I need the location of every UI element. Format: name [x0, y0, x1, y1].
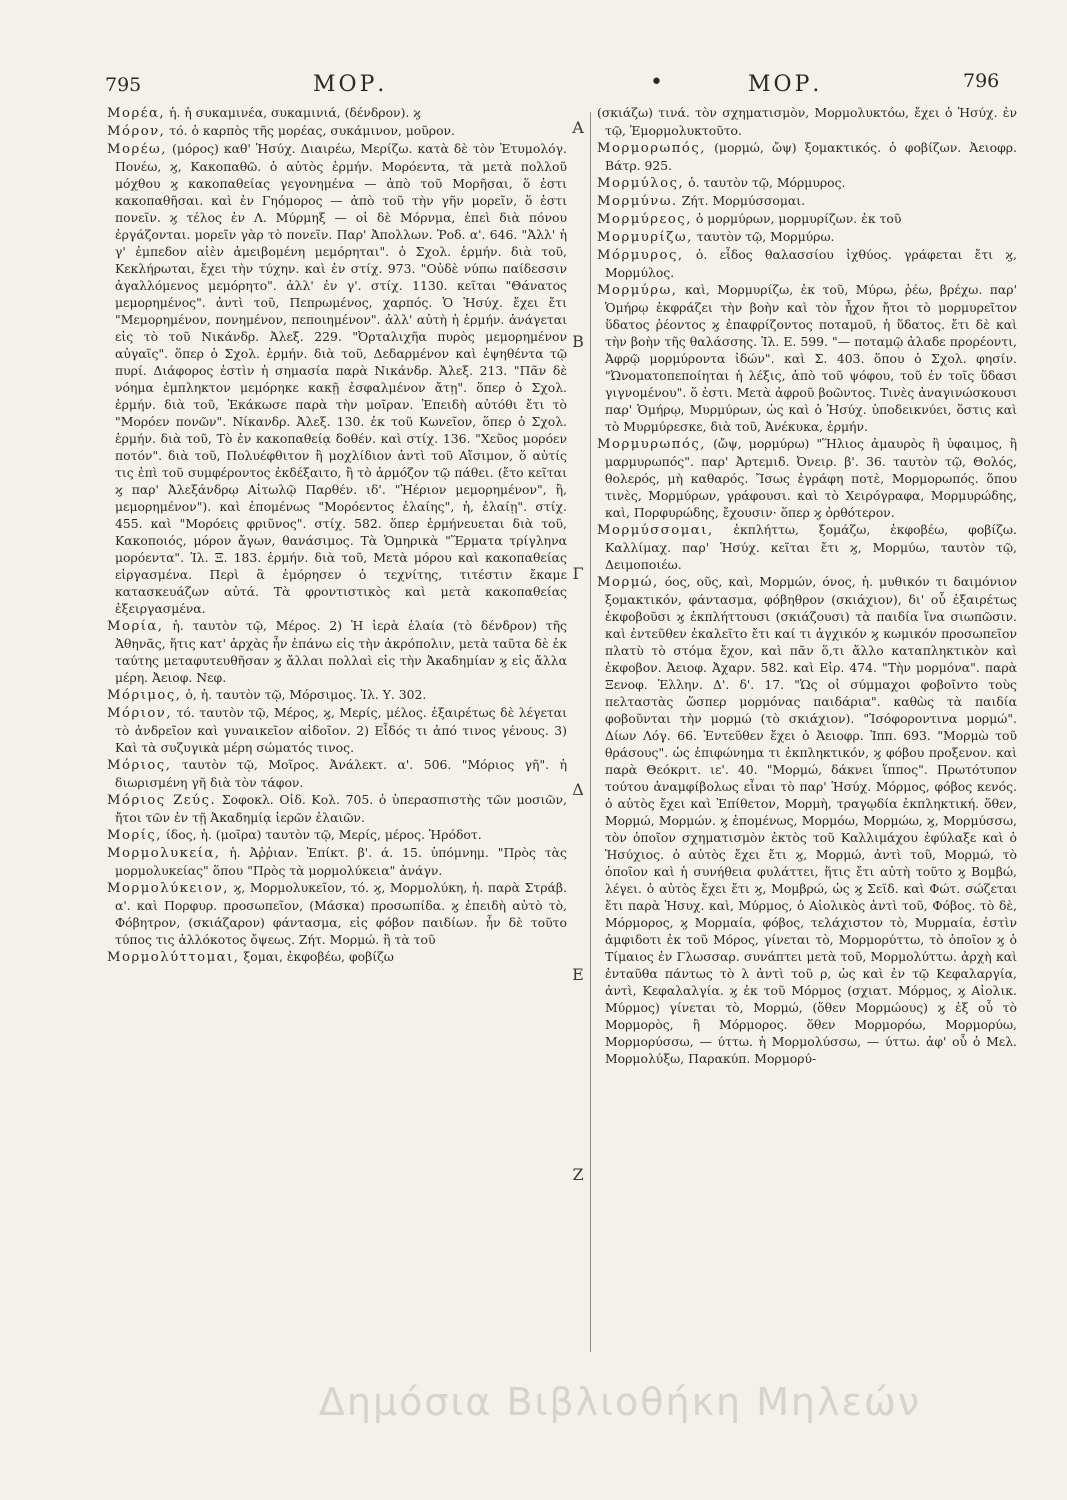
dictionary-entry	[107, 686, 567, 704]
header-ornament: •	[650, 70, 666, 95]
entry-definition: ἐκπλήττω, ξομάζω, ἐκφοβέω, φοβίζω. Καλλίμαχ. παρ' Ἡσύχ. κεῖται ἔτι ϗ, Μορμύω, ταυτὸν τῷ, Δειμοποιέω.	[605, 522, 1017, 572]
dictionary-entry	[597, 174, 1017, 192]
entry-headword: Μορμυρωπός,	[597, 437, 706, 452]
gutter-letter: Ζ	[572, 1165, 584, 1184]
entry-definition: όος, οῦς, καὶ, Μορμών, όνος, ἡ. μυθικόν τι δαιμόνιον ξομακτικόν, φάντασμα, φόβηθρον (σκιάχιον), δι' οὗ ἐξαιρέτως ἐκφοβοῦσι ϗ ἐκπλήττουσι (σκιάζουσι) τὰ παιδία ἵνα σιωπῶσιν. καὶ ἐντεῦθεν ἐκαλεῖτο ἔτι καί τι ἀγχικόν ϗ κωμικόν προσωπεῖον πλατὺ τὸ στόμα ἔχον, καὶ πᾶν ὅ,τι ἄλλο καταπληκτικὸν καὶ ἐκφοβον. Ἀειοφ. Ἀχαρν. 582. καὶ Εἰρ. 474. "Τὴν μορμόνα". παρὰ Ξενοφ. Ἑλλην. Δ'. δ'. 17. "Ὡς οἱ σύμμαχοι φοβοῖντο τοὺς πελταστὰς ὥσπερ μορμόνας παιδάρια". καθὼς τὰ παιδία φοβοῦνται τὴν μορμώ (τὸ σκιάχιον). "Ἰσόφοροντινα μορμώ". Δίων Λόγ. 66. Ἐντεῦθεν ἔχει ὁ Ἀειοφρ. Ἱππ. 693. "Μορμὼ τοῦ θράσους". ὡς ἐπιφώνημα τι ἐκπληκτικόν, ϗ φόβου προξενον. καὶ παρὰ Θεόκριτ. ιε'. 40. "Μορμώ, δάκνει ἵππος". Πρωτότυπον τούτου ἀναμφίβολως εἶναι τὸ παρ' Ἡσύχ. Μόρμος, φόβος κενός. ὁ αὐτὸς ἔχει καὶ Ἐπίθετον, Μορμὴ, τραγῳδία ἐκπληκτική. ὅθεν, Μορμώ, Μορμών. ϗ ἐπομένως, Μορμόω, Μορμώω, ϗ, Μορμύσσω, τὸν ὁποῖον σχηματισμὸν ἐκτὸς τοῦ Καλλιμάχου ἐφύλαξε καὶ ὁ Ἡσύχιος. ὁ αὐτὸς ἔχει ἔτι ϗ, Μορμώ, ἀντὶ τοῦ, Μορμώ, τὸ ὁποῖον καὶ ἡ συνήθεια φυλάττει, ἥτις ἔτι αὐτὴ τοῦτο ϗ Βομβώ, λέγει. ὁ αὐτὸς ἔχει ἔτι ϗ, Μομβρώ, ὡς ϗ Σεϊδ. καὶ Φώτ. σώζεται ἔτι παρὰ Ἡσυχ. καὶ, Μύρμος, ὁ Αἰολικὸς ἀντὶ τοῦ, Φόβος. τὸ δὲ, Μόρμορος, ϗ Μορμαία, φόβος, τελάχιστον τὸ, Μυρμαία, ἐστὶν ἀμφιδοτι ἐκ τοῦ Μόρος, γίνεται τὸ, Μορμορύττω, τὸ ὁποῖον ϗ ὁ Τίμαιος ἐν Γλωσσαρ. συνάπτει μετὰ τοῦ, Μορμολύττω. ἀρχὴ καὶ ἐνταῦθα πάντως τὸ λ ἀντὶ τοῦ ρ, ὡς καὶ ἐν τῷ Κεφαλαργία, ἀντὶ, Κεφαλαλγία. ϗ ἐκ τοῦ Μόρμος (σχιατ. Μόρμος, ϗ Αἰολικ. Μύρμος) γίνεται τὸ, Μορμώ, (ὅθεν Μορμώους) ϗ ἐξ οὗ τὸ Μορμορὸς, ἢ Μόρμορος. ὅθεν Μορμορόω, Μορμορύω, Μορμορύσσω, — ύττω. ἡ Μορμολύσσω, — ύττω. ἀφ' οὗ ὁ Μελ. Μορμολύξω, Παρακύπ. Μορμορύ-	[605, 574, 1017, 1066]
right-column	[597, 104, 1017, 1394]
dictionary-entry	[107, 948, 567, 966]
left-running-head: ΜΟΡ.	[313, 72, 388, 97]
library-watermark: Δημόσια Βιβλιοθήκη Μηλεών	[318, 1380, 922, 1424]
entry-definition: ὁ. ταυτὸν τῷ, Μόρμυρος.	[688, 175, 846, 190]
entry-headword: Μόρον,	[107, 124, 166, 139]
entry-definition: (μόρος) καθ' Ἡσύχ. Διαιρέω, Μερίζω. κατὰ δὲ τὸν Ἐτυμολόγ. Πονέω, ϗ, Κακοπαθῶ. ὁ αὐτὸς ἑρμήν. Μορόεντα, τὰ μετὰ πολλοῦ μόχθου ϗ κακοπαθείας γεγονημένα — ἀπὸ τοῦ Μορῆσαι, ὅ ἐστι κακοπαθῆσαι. καὶ ἐν Γηόμορος — ἀπὸ τοῦ τὴν γῆν μορεῖν, ὅ ἐστι πονεῖν. ϗ τέλος ἐν Λ. Μύρμηξ — οἱ δὲ Μόρνμα, ἐπεὶ διὰ πόνου ἐργάζονται. μορεῖν γὰρ τὸ πονεῖν. Παρ' Ἀπολλων. Ῥοδ. α'. 646. "Ἀλλ' ἡ γ' ἐμπεδον αἰὲν ἀμειβομένη μεμόρηται". ὁ Σχολ. ἑρμήν. διὰ τοῦ, Κεκλήρωται, ἔχει τὴν τύχην. καὶ ἐν στίχ. 973. "Οὐδὲ νύπω παίδεσσιν ἀγαλλόμενος μεμόρητο". ἀλλ' ἐν γ'. στίχ. 1130. κεῖται "Θάνατος μεμορημένος". ἀντὶ τοῦ, Πεπρωμένος, χαρπός. Ὁ Ἡσύχ. ἔχει ἔτι "Μεμορημένον, πονημένον, πεποιημένον". ἀλλ' αὐτὴ ἡ ἑρμήν. ἀνάγεται εἰς τὸ τοῦ Νικάνδρ. Ἀλεξ. 229. "Ὀρταλιχῆα πυρὸς μεμορημένον αὐγαῖς". ὅπερ ὁ Σχολ. ἑρμήν. διὰ τοῦ, Δεδαρμένον καὶ ἐψηθέντα τῷ πυρί. Διάφορος ἐστὶν ἡ σημασία παρὰ Νικάνδρ. Ἀλεξ. 213. "Πᾶν δὲ νόημα ἐμπληκτον μεμόρηκε κακῇ ἐσφαλμένον ἄτῃ". ὅπερ ὁ Σχολ. ἑρμήν. διὰ τοῦ, Ἐκάκωσε παρὰ τὴν μοῖραν. Ἐπειδὴ αὐτόθι ἔτι τὸ "Μορόεν πονῶν". Νίκανδρ. Ἀλεξ. 130. ἐκ τοῦ Κωνεῖον, ὅπερ ὁ Σχολ. ἑρμήν. διὰ τοῦ, Τὸ ἐν κακοπαθείᾳ δοθέν. καὶ στίχ. 136. "Χεῦος μορόεν ποτόν". διὰ τοῦ, Πολυέφθιτον ἢ μοχλίδιον ἀντὶ τοῦ Αἴσιμον, ὅ αὐτίς τις ἐπὶ τοῦ συμφέροντος ἐκδέξαιτο, ἢ τὸ ἁρμόζον τῷ πάθει. (ἔτο κεῖται ϗ παρ' Ἀλεξάνδρῳ Αἰτωλῷ Παρθέν. ιδ'. "Ἠέριον μεμορημένον", ἢ, μεμορημένον"). καὶ ἐπομένως "Μορόεντος ἐλαίης", ἡ, ἐλαίῃ". στίχ. 455. καὶ "Μορόεις φριῦνος". στίχ. 582. ὅπερ ἑρμήνευεται διὰ τοῦ, Κακοποιός, μόρον ἄγων, θανάσιμος. Τὰ Ὁμηρικὰ "Ἕρματα τρίγληνα μορόεντα". Ἰλ. Ξ. 183. ἑρμήν. διὰ τοῦ, Μετὰ μόρου καὶ κακοπαθείας εἰργασμένα. Περὶ ἃ ἐμόρησεν ὁ τεχνίτης, τιτέστιν ἔκαμε κατασκευάζων αὐτά. Τὰ φροντιστικὸς καὶ μετὰ κακοπαθείας ἐξειργασμένα.	[115, 141, 567, 616]
entry-headword: Μόρμυρος,	[597, 248, 684, 263]
entry-headword: Μορέω,	[107, 142, 167, 157]
entry-definition: (ὤψ, μορμύρω) "Ἥλιος ἀμαυρὸς ἢ ὑφαιμος, ἢ μαρμυρωπός". παρ' Ἀρτεμιδ. Ὀνειρ. β'. 36. ταυτὸν τῷ, Θολός, θολερός, μὴ καθαρός. Ἴσως ἐγράφη ποτὲ, Μορμορωπός. ὅπου τινὲς, Μορμύρων, γράφουσι. καὶ τὸ Χειρόγραφα, Μορμυρώδης, καὶ, Πορφυρώδης, ἔχουσιν· ὅπερ ϗ ὀρθότερον.	[605, 436, 1017, 520]
entry-headword: Μορμυρίζω,	[597, 230, 693, 245]
entry-headword: Μορμύσσομαι,	[597, 523, 714, 538]
dictionary-entry	[597, 104, 1017, 139]
entry-headword: Μορμορωπός,	[597, 141, 706, 156]
entry-headword: Μορμύρω,	[597, 283, 678, 298]
entry-definition: ἡ. Ἀῤῥιαν. Ἐπίκτ. β'. ά. 15. ὑπόμνημ. "Πρὸς τὰς μορμολυκείας" ὅπου "Πρὸς τὰ μορμολύκεια" ἀνάγν.	[115, 845, 567, 878]
entry-headword: Μορμολύττομαι,	[107, 950, 240, 965]
gutter-letter: Β	[572, 332, 584, 351]
entry-definition: ὁ, ἡ. ταυτὸν τῷ, Μόρσιμος. Ἰλ. Υ. 302.	[185, 687, 427, 702]
entry-definition: ξομαι, ἐκφοβέω, φοβίζω	[243, 949, 394, 964]
entry-definition: Σοφοκλ. Οἰδ. Κολ. 705. ὁ ὑπερασπιστὴς τῶν μοσιῶν, ἤτοι τῶν ἐν τῇ Ἀκαδημίᾳ ἱερῶν ἐλαιῶν.	[115, 792, 567, 825]
entry-definition: ϗ, Μορμολυκεῖον, τό. ϗ, Μορμολύκη, ἡ. παρὰ Στράβ. α'. καὶ Πορφυρ. προσωπεῖον, (Μάσκα) προσωπίδα. ϗ ἐπειδὴ αὐτὸ τὸ, Φόβητρον, (σκιάζαρον) φάντασμα, εἰς φόβον παιδίων. ἦν δὲ τοῦτο τύπος τις ἀλλόκοτος ὄψεως. Ζήτ. Μορμώ. ἢ τὰ τοῦ	[115, 880, 567, 947]
entry-headword: Μορέα,	[107, 106, 166, 121]
dictionary-entry	[597, 281, 1017, 435]
entry-headword: Μορμολυκεία,	[107, 846, 221, 861]
entry-definition: τό. ταυτὸν τῷ, Μέρος, ϗ, Μερίς, μέλος. ἐξαιρέτως δὲ λέγεται τὸ ἀνδρεῖον καὶ γυναικεῖον αἰδοῖον. 2) Εἶδός τι ἀπό τινος γένους. 3) Καὶ τὰ συζυγικὰ μέρη σώματός τινος.	[115, 705, 567, 755]
entry-headword: Μόριος Ζεύς.	[107, 793, 217, 808]
entry-definition: (μορμώ, ὤψ) ξομακτικός. ὁ φοβίζων. Ἀειοφρ. Βάτρ. 925.	[605, 140, 1017, 173]
entry-headword: Μόριον,	[107, 706, 173, 721]
gutter-letter: Ε	[572, 965, 584, 984]
dictionary-entry	[107, 791, 567, 826]
dictionary-entry	[107, 122, 567, 140]
dictionary-entry	[107, 756, 567, 791]
entry-headword: Μόριος,	[107, 758, 172, 773]
entry-definition: ταυτὸν τῷ, Μοῖρος. Ἀνάλεκτ. α'. 506. "Μόριος γῆ". ἡ διωρισμένη γῆ διὰ τὸν τάφον.	[115, 757, 567, 790]
entry-definition: ἡ. ἡ συκαμινέα, συκαμινιά, (δένδρον). ϗ	[169, 105, 422, 120]
dictionary-entry	[107, 704, 567, 756]
right-running-head: ΜΟΡ.	[748, 72, 823, 97]
dictionary-entry	[107, 104, 567, 122]
left-column	[107, 104, 567, 1394]
gutter-letter: Γ	[572, 564, 584, 583]
entry-definition: ὁ μορμύρων, μορμυρίζων. ἐκ τοῦ	[695, 211, 902, 226]
gutter-letter: Α	[572, 118, 584, 137]
column-divider	[590, 112, 591, 1352]
entry-headword: Μορμύνω.	[597, 194, 678, 209]
dictionary-entry	[107, 879, 567, 948]
dictionary-entry	[107, 844, 567, 879]
left-page-header	[105, 68, 545, 108]
entry-definition: Ζήτ. Μορμύσσομαι.	[681, 193, 806, 208]
right-page-number: 796	[963, 70, 1000, 92]
dictionary-entry	[597, 435, 1017, 521]
dictionary-entry	[107, 826, 567, 844]
dictionary-entry	[597, 210, 1017, 228]
entry-definition: τό. ὁ καρπὸς τῆς μορέας, συκάμινον, μοῦρον.	[169, 123, 455, 138]
entry-headword: Μόριμος,	[107, 688, 182, 703]
dictionary-entry	[597, 192, 1017, 210]
gutter-letter: Δ	[572, 780, 584, 799]
dictionary-entry	[597, 246, 1017, 281]
dictionary-entry	[597, 139, 1017, 174]
entry-headword: Μορίς,	[107, 828, 162, 843]
entry-headword: Μορμολύκειον,	[107, 881, 229, 896]
entry-definition: ἡ. ταυτὸν τῷ, Μέρος. 2) Ἡ ἱερὰ ἐλαία (τὸ δένδρον) τῆς Ἀθηνᾶς, ἥτις κατ' ἀρχὰς ἦν ἐπάνω εἰς τὴν ἀκρόπολιν, μετὰ ταῦτα δὲ ἐκ ταύτης μεταφυτευθῆσαν ϗ ἄλλαι πολλαὶ εἰς τὴν Ἀκαδημίαν ϗ εἰς ἄλλα μέρη. Ἀειοφ. Νεφ.	[115, 618, 567, 685]
entry-definition: ταυτὸν τῷ, Μορμύρω.	[696, 229, 835, 244]
entry-definition: καὶ, Μορμυρίζω, ἐκ τοῦ, Μύρω, ῥέω, βρέχω. παρ' Ὁμήρῳ ἐκφράζει τὴν βοὴν καὶ τὸν ἦχον ἤτοι τὸ μορμυρεῖτον ὕδατος ῥέοντος ϗ ἐπαφρίζοντος ποταμοῦ, ἡ ὕδατος. ἔτι δὲ καὶ τὴν βοὴν τῆς θαλάσσης. Ἰλ. Ε. 599. "— ποταμῷ ἀλαδε προρέοντι, Ἀφρῷ μορμύροντα ἰδών". καὶ Σ. 403. ὅπου ὁ Σχολ. φησίν. "Ὠνοματοπεποίηται ἡ λέξις, ἀπὸ τοῦ ψόφου, τοῦ ἐν τοῖς ὕδασι γιγνομένου". ὅ ἐστι. Μετὰ ἀφροῦ βοῶντος. Τινὲς ἀναγινώσκουσι παρ' Ὁμήρῳ, Μυρμύρων, ὡς καὶ ὁ Ἡσύχ. ὑποδεικνύει, ὅστις καὶ τὸ Μυρμύρεσκε, διὰ τοῦ, Ἀνέκυκα, ἑρμήν.	[605, 282, 1017, 434]
right-page-header	[618, 68, 1008, 108]
entry-definition: (σκιάζω) τινά. τὸν σχηματισμὸν, Μορμολυκτόω, ἔχει ὁ Ἡσύχ. ἐν τῷ, Ἐμορμολυκτοῦτο.	[597, 105, 1017, 138]
left-page-number: 795	[105, 74, 142, 96]
entry-headword: Μορμύρεος,	[597, 212, 692, 227]
entry-headword: Μορμώ,	[597, 575, 659, 590]
dictionary-entry	[597, 521, 1017, 573]
entry-headword: Μορία,	[107, 619, 164, 634]
dictionary-entry	[107, 140, 567, 617]
dictionary-entry	[107, 617, 567, 686]
dictionary-entry	[597, 228, 1017, 246]
entry-headword: Μορμύλος,	[597, 176, 685, 191]
entry-definition: ίδος, ἡ. (μοῖρα) ταυτὸν τῷ, Μερίς, μέρος. Ἡρόδοτ.	[165, 827, 482, 842]
dictionary-entry	[597, 573, 1017, 1067]
entry-definition: ὁ. εἶδος θαλασσίου ἰχθύος. γράφεται ἔτι ϗ, Μορμύλος.	[605, 247, 1017, 280]
